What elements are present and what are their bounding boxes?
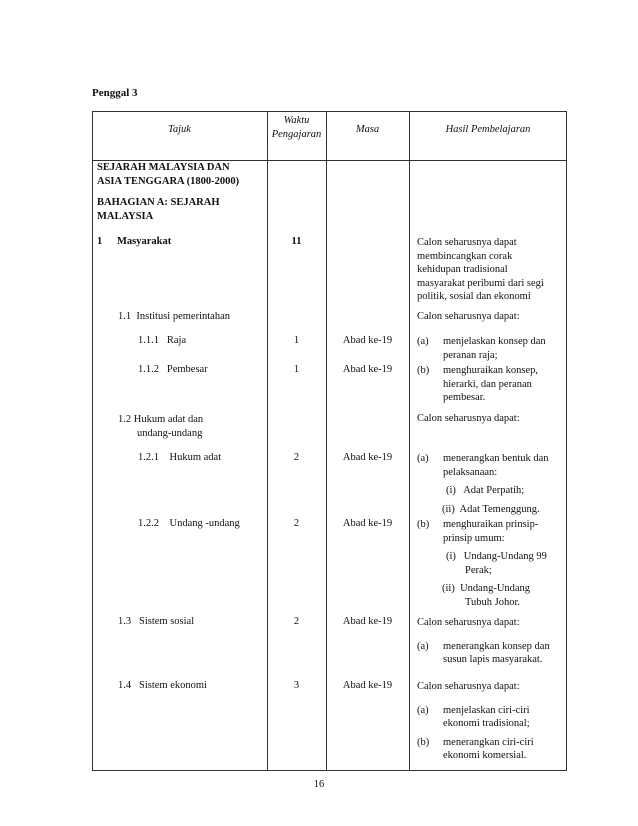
subtopic-1-4-title: 1.4 Sistem ekonomi xyxy=(118,680,207,691)
item-1-2-2-title: 1.2.2 Undang -undang xyxy=(138,518,240,529)
header-waktu-line-2: Pengajaran xyxy=(271,129,322,140)
outcome-line: ekonomi komersial. xyxy=(443,750,527,761)
outcome-line: hierarki, dan peranan xyxy=(443,378,532,390)
section-title: Penggal 3 xyxy=(92,87,138,99)
heading-bahagian-line-2: MALAYSIA xyxy=(97,211,154,222)
column-divider-1 xyxy=(267,111,268,771)
subtopic-1-1-intro: Calon seharusnya dapat: xyxy=(417,311,520,322)
subtopic-1-1-title: 1.1 Institusi pemerintahan xyxy=(118,311,230,322)
outcome-line: pembesar. xyxy=(443,392,486,403)
sub-item: (ii) Undang-Undang xyxy=(442,583,531,594)
topic-1-hours: 11 xyxy=(291,236,302,247)
outcome-line: Calon seharusnya dapat xyxy=(417,237,517,248)
outcome-text: menerangkan ciri-ciri xyxy=(443,736,534,748)
outcome-label: (a) xyxy=(417,453,429,464)
outcome-line: pelaksanaan: xyxy=(443,466,498,478)
outcome-text: menghuraikan prinsip- xyxy=(443,519,539,530)
outcome-label: (b) xyxy=(417,365,430,376)
outcome-line: politik, sosial dan ekonomi xyxy=(417,291,531,302)
item-1-2-2-outcome xyxy=(417,518,547,609)
outcome-label: (a) xyxy=(417,640,429,652)
outcome-text: menghuraikan konsep, xyxy=(443,365,539,376)
heading-bahagian xyxy=(97,196,220,224)
outcome-text: menerangkan konsep dan xyxy=(443,640,550,652)
outcome-label: (a) xyxy=(417,336,429,347)
sub-item: (ii) Adat Temenggung. xyxy=(442,503,540,515)
column-divider-3 xyxy=(409,111,410,771)
header-masa: Masa xyxy=(355,124,380,135)
subtopic-1-4-masa: Abad ke-19 xyxy=(342,680,393,691)
subtopic-1-2-intro: Calon seharusnya dapat: xyxy=(417,413,520,424)
subtopic-1-2-title xyxy=(118,413,203,440)
outcome-label: (b) xyxy=(417,736,430,748)
item-1-2-2-hours: 2 xyxy=(293,518,300,529)
outcome-line: membincangkan corak xyxy=(417,250,513,262)
outcome-line: susun lapis masyarakat. xyxy=(443,654,543,665)
heading-sejarah xyxy=(97,161,239,189)
item-1-2-2-masa: Abad ke-19 xyxy=(342,518,393,529)
item-1-1-1-title: 1.1.1 Raja xyxy=(138,335,187,346)
subtopic-1-3-hours: 2 xyxy=(293,616,300,627)
item-1-2-1-hours: 2 xyxy=(293,452,300,463)
subtopic-1-3-title: 1.3 Sistem sosial xyxy=(118,616,195,627)
sub-item: (i) Adat Perpatih; xyxy=(446,485,525,496)
header-waktu-line-1: Waktu xyxy=(283,115,310,126)
header-tajuk: Tajuk xyxy=(168,124,191,135)
item-1-2-1-masa: Abad ke-19 xyxy=(342,452,393,463)
outcome-text: menjelaskan ciri-ciri xyxy=(443,704,530,716)
heading-sejarah-line-2: ASIA TENGGARA (1800-2000) xyxy=(97,176,240,187)
subtopic-1-3-outcome xyxy=(417,616,550,667)
subtopic-title-line: undang-undang xyxy=(137,427,203,439)
topic-1-outcome xyxy=(417,236,544,304)
outcome-line: ekonomi tradisional; xyxy=(443,718,530,729)
subtopic-1-4-hours: 3 xyxy=(293,680,300,691)
outcome-line: peranan raja; xyxy=(443,349,498,361)
sub-item: Perak; xyxy=(465,564,492,576)
sub-item: (i) Undang-Undang 99 xyxy=(446,551,547,562)
item-1-1-2-masa: Abad ke-19 xyxy=(342,364,393,375)
topic-1-number: 1 xyxy=(97,236,103,247)
item-1-1-2-outcome xyxy=(417,364,538,405)
page-number: 16 xyxy=(313,779,325,790)
item-1-2-1-outcome xyxy=(417,452,549,516)
subtopic-1-3-masa: Abad ke-19 xyxy=(342,616,393,627)
heading-sejarah-line-1: SEJARAH MALAYSIA DAN xyxy=(97,162,230,173)
outcome-text: menjelaskan konsep dan xyxy=(443,336,546,347)
heading-bahagian-line-1: BAHAGIAN A: SEJARAH xyxy=(97,197,220,208)
item-1-1-1-outcome xyxy=(417,335,546,362)
header-waktu xyxy=(267,114,326,142)
item-1-1-2-title: 1.1.2 Pembesar xyxy=(138,364,208,375)
item-1-2-1-title: 1.2.1 Hukum adat xyxy=(138,452,222,463)
outcome-intro: Calon seharusnya dapat: xyxy=(417,617,520,628)
column-divider-2 xyxy=(326,111,327,771)
outcome-line: masyarakat peribumi dari segi xyxy=(417,277,544,289)
subtopic-title-line: 1.2 Hukum adat dan xyxy=(118,414,204,425)
outcome-intro: Calon seharusnya dapat: xyxy=(417,681,520,692)
outcome-line: prinsip umum: xyxy=(443,532,505,544)
outcome-text: menerangkan bentuk dan xyxy=(443,453,549,464)
header-hasil: Hasil Pembelajaran xyxy=(445,124,531,135)
item-1-1-2-hours: 1 xyxy=(293,364,300,375)
sub-item: Tubuh Johor. xyxy=(465,596,521,608)
topic-1-title: Masyarakat xyxy=(117,236,172,247)
outcome-label: (a) xyxy=(417,704,429,716)
item-1-1-1-hours: 1 xyxy=(293,335,300,346)
item-1-1-1-masa: Abad ke-19 xyxy=(342,335,393,346)
outcome-label: (b) xyxy=(417,519,430,530)
outcome-line: kehidupan tradisional xyxy=(417,264,508,275)
subtopic-1-4-outcome xyxy=(417,680,534,763)
